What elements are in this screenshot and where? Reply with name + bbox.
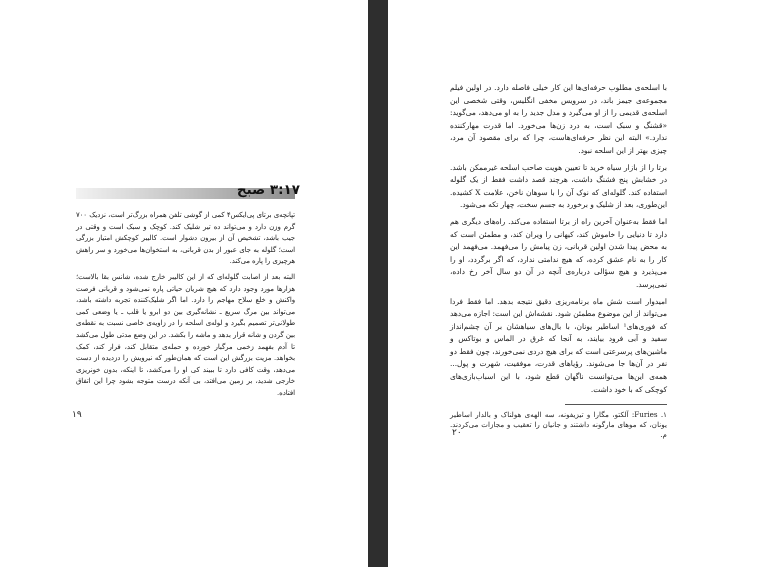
left-page-number: ۱۹ xyxy=(72,410,82,420)
footnote-divider xyxy=(565,404,667,405)
right-paragraph-3: اما فقط به‌عنوان آخرین راه از برتا استفاده می‌کند. راه‌های دیگری هم دارد تا دنیایی را خاموش کند، کیهانی را ویران کند، و مطمئن است که به محض پیدا شدن اولین قربانی، زن پیامش را می‌فهمد. می‌فهمد این کار را به نام عشق کرده، که هیچ ندامتی ندارد، که اگر برگردد، او را می‌پذیرد و هیچ سؤالی درباره‌ی آنچه در آن دو سال آخر رخ داده، نمی‌پرسد. xyxy=(450,216,667,289)
book-spine xyxy=(368,0,388,567)
left-page xyxy=(0,0,368,567)
left-paragraph-1: تپانچه‌ی برتای پی‌ایکس۴ کمی از گوشی تلفن همراه بزرگ‌تر است، نزدیک ۷۰۰ گرم وزن دارد و می‌تواند ده تیر شلیک کند. کوچک و سبک است و وقتی در جیب باشد، تشخیص آن از بیرون دشوار است. کالیبر کوچکش امتیاز بزرگی است؛ گلوله به جای عبور از بدن قربانی، به استخوان‌ها می‌خورد و سر راهش هرچیزی را پاره می‌کند. xyxy=(76,211,296,266)
right-page-body xyxy=(450,82,667,396)
right-paragraph-4: امیدوار است شش ماه برنامه‌ریزی دقیق نتیجه بدهد. اما فقط فردا می‌تواند از این موضوع مطمئن شود. نقشه‌اش این است: اجازه می‌دهد که فوری‌های¹ اساطیر یونان، با بال‌های سیاهشان بر آن چشم‌انداز سفید و آبی فرود بیایند، به آنجا که غرق در الماس و بوتاکس و ماشین‌های پرسرعتی است که برای هیچ دردی نمی‌خورند، چون فقط دو نفر در آن‌ها جا می‌شوند. رؤیاهای قدرت، موفقیت، شهرت و پول... همه‌ی این‌ها می‌توانست ناگهان قطع شود، با این اسباب‌بازی‌های کوچکی که با خود داشت. xyxy=(450,296,667,394)
right-page-number: ۲۰ xyxy=(452,428,462,438)
left-paragraph-2: البته بعد از اصابت گلوله‌ای که از این کالیبر خارج شده، شانس بقا بالاست؛ هزارها مورد وجود دارد که هیچ شریان حیاتی پاره نمی‌شود و قربانی فرصت واکنش و خلع سلاح مهاجم را دارد. اما اگر شلیک‌کننده تجربه داشته باشد، می‌تواند بین مرگ سریع ـ نشانه‌گیری بین دو ابرو یا قلب ـ یا وضعی کمی طولانی‌تر تصمیم بگیرد و لوله‌ی اسلحه را در زاویه‌ی خاصی نسبت به نقطه‌ی بین گردن و شانه قرار بدهد و ماشه را بکشد. در این وضع مدتی طول می‌کشد تا آدم بفهمد زخمی مرگبار خورده و حمله‌ی متقابل کند، فرار کند، کمک بخواهد. مزیت بزرگش این است که همان‌طور که نیرویش را دزدیده از دست می‌دهد، وقت کافی دارد تا ببیند کی او را می‌کشد، تا اینکه، بدون خونریزی خارجی شدید، بر زمین می‌افتد، بی آنکه درست متوجه بشود چرا این اتفاق افتاده. xyxy=(76,272,295,397)
left-page-body xyxy=(76,210,295,400)
right-paragraph-2: برتا را از بازار سیاه خرید تا تعیین هویت صاحب اسلحه غیرممکن باشد. در خشابش پنج فشنگ داشت، هرچند قصد داشت فقط از یک گلوله استفاده کند. گلوله‌ای که نوک آن را با سوهان ناخن، علامت X کشیده. این‌طوری، بعد از شلیک و برخورد به جسم سخت، چهار تکه می‌شود. xyxy=(450,162,667,210)
footnote: ۱. Furies: آلکتو، مگارا و تیزیفونه، سه الهه‌ی هولناک و بالدار اساطیر یونان، که موهای مارگونه داشتند و جانیان را تعقیب و مجازات می‌کردند. م. xyxy=(450,410,667,439)
right-paragraph-1: با اسلحه‌ی مطلوب حرفه‌ای‌ها این کار خیلی فاصله دارد. در اولین فیلم مجموعه‌ی جیمز باند، در سرویس مخفی انگلیس، وقتی شخصی این اسلحه‌ی قدیمی را از او می‌گیرد و مدل جدید را به او می‌دهد، می‌گوید: «قشنگ و سبک است، به درد زن‌ها می‌خورد. اما قدرت مهارکننده ندارد.» البته این نظر حرفه‌ای‌هاست، چرا که برای مقصود آن مرد، چیزی بهتر از این اسلحه نبود. xyxy=(450,83,667,155)
chapter-title: ۳:۱۷ صبح xyxy=(236,182,300,198)
